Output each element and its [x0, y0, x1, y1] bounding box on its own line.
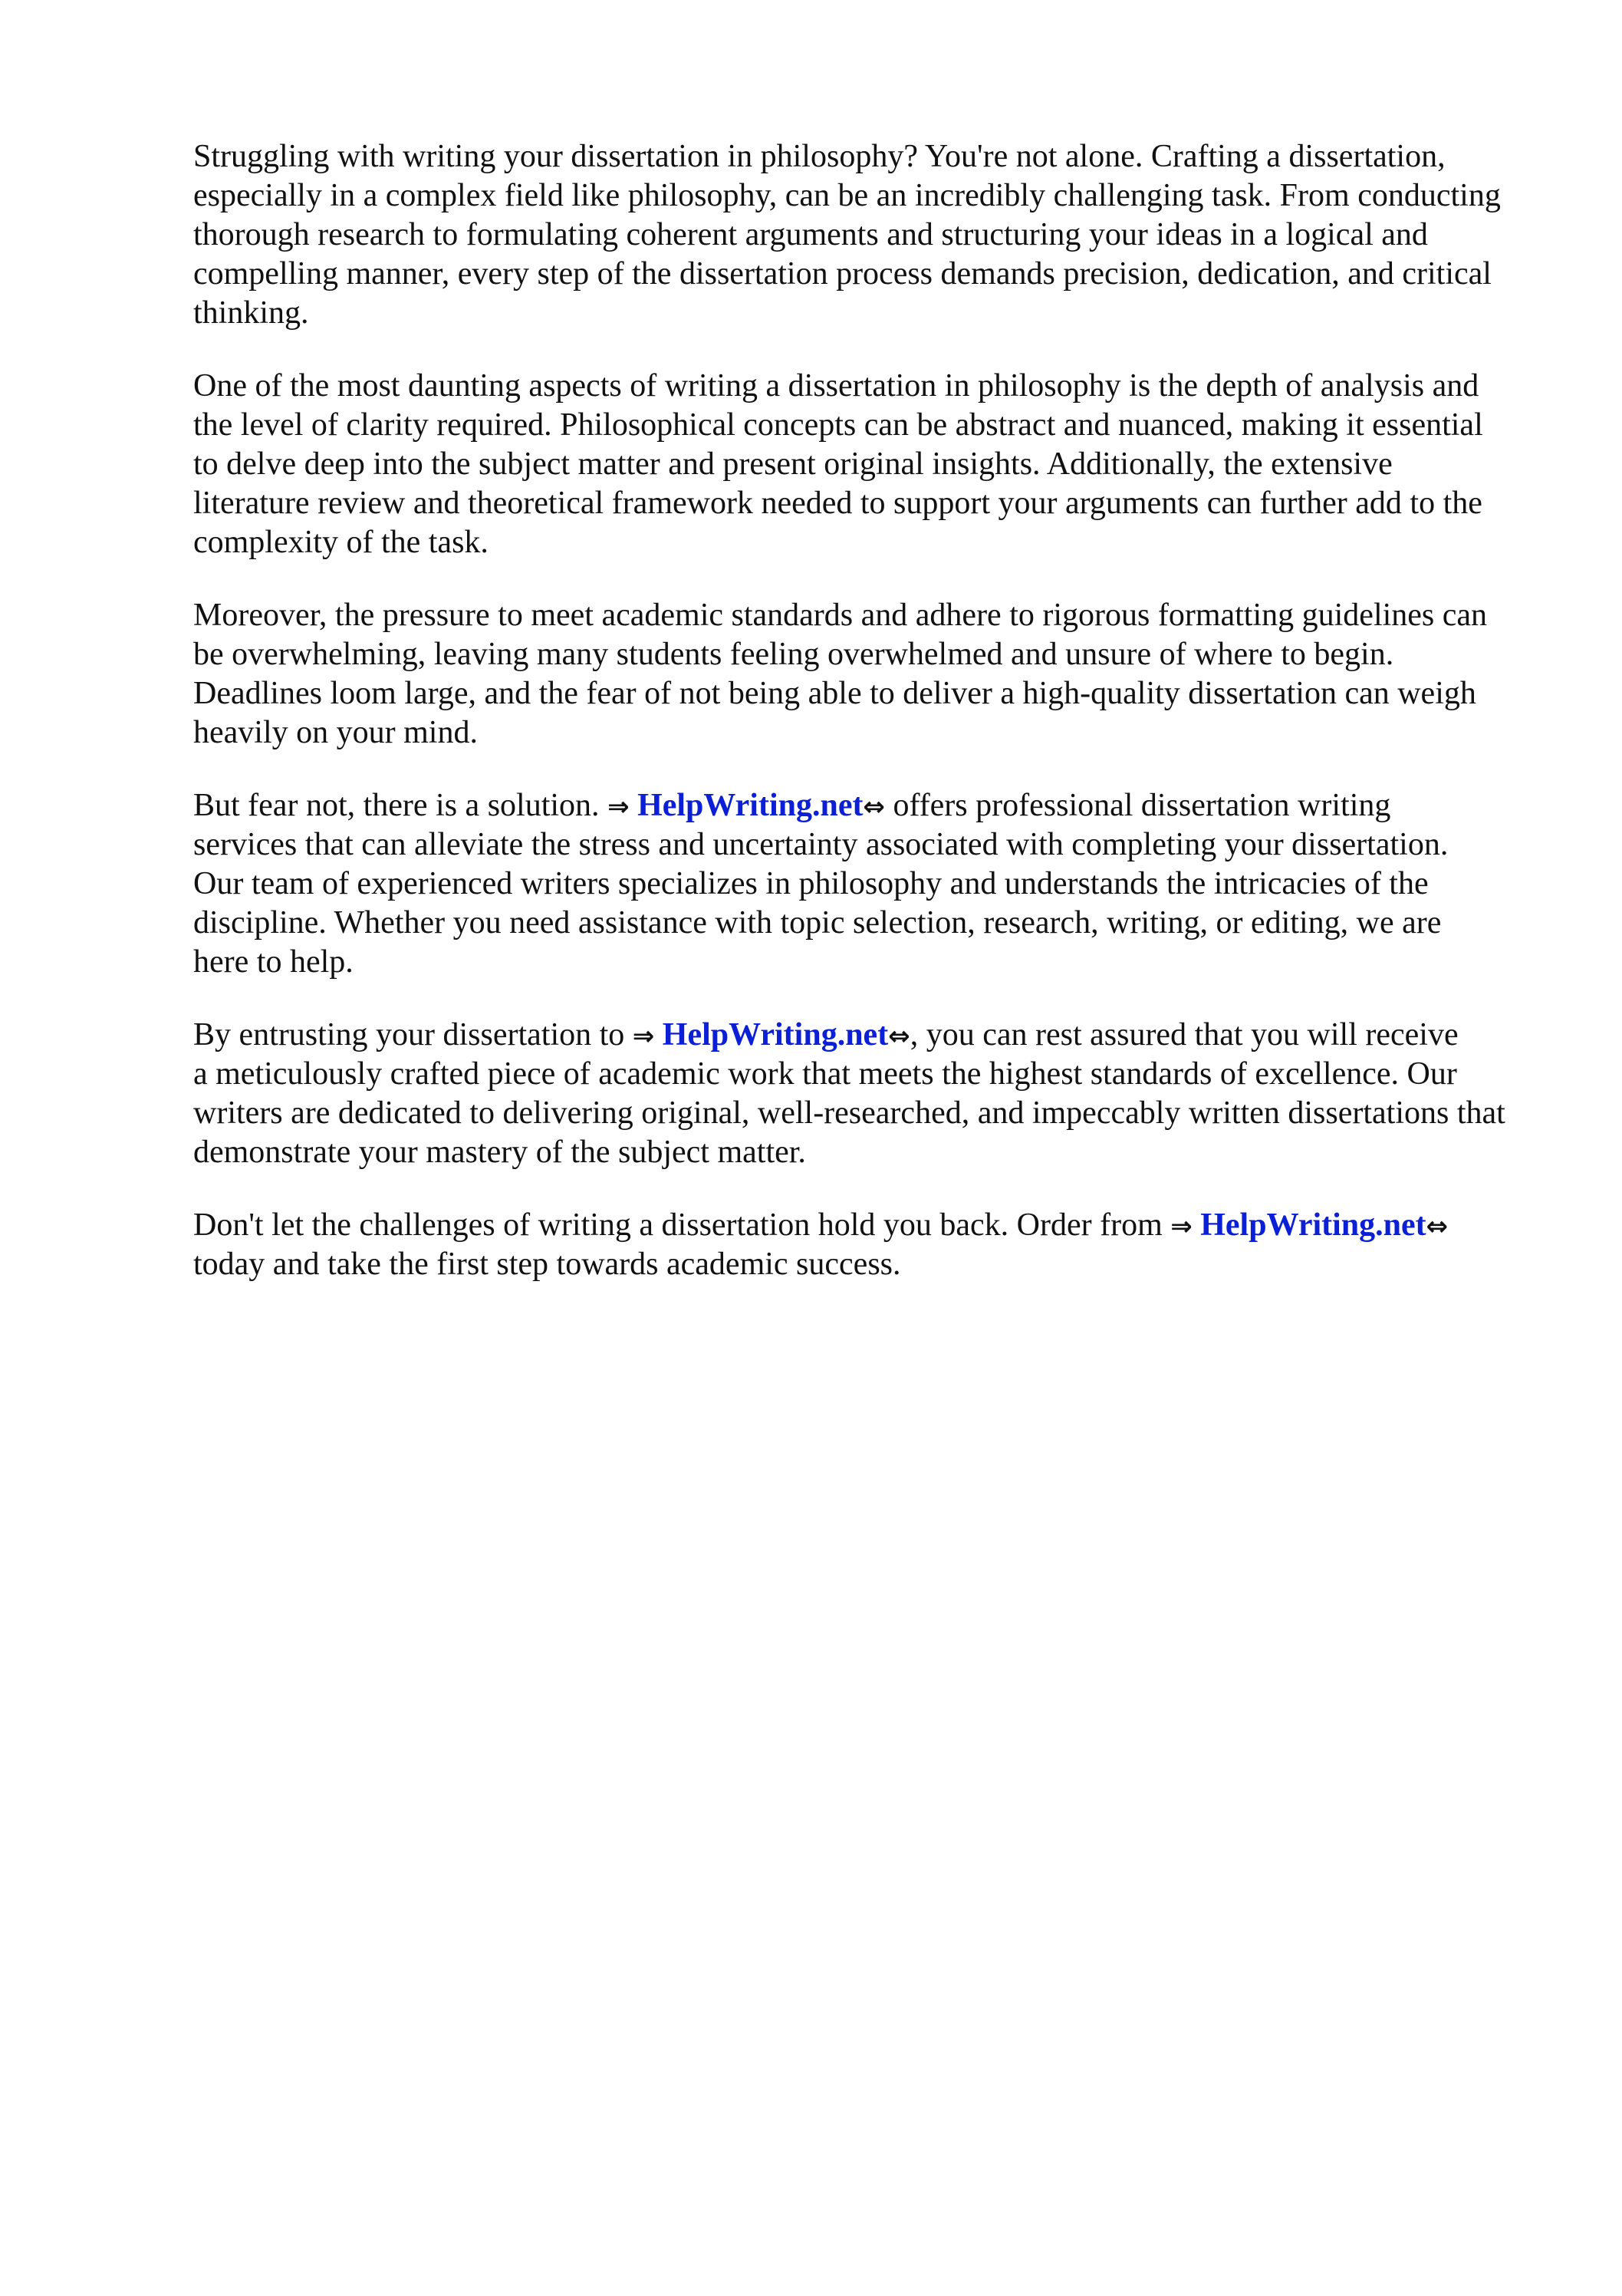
text: thinking. — [193, 295, 309, 331]
text: today and take the first step towards academic success. — [193, 1247, 901, 1282]
double-arrow-both-icon: ⇔ — [888, 1021, 910, 1052]
text: offers professional dissertation writing — [884, 788, 1391, 823]
text: , you can rest assured that you will receive — [910, 1017, 1459, 1052]
double-arrow-right-icon: ⇒ — [607, 792, 630, 822]
text: heavily on your mind. — [193, 715, 478, 750]
text: compelling manner, every step of the dissertation process demands precision, dedication, and critical — [193, 256, 1492, 292]
text-line — [193, 137, 1574, 176]
text: be overwhelming, leaving many students feeling overwhelmed and unsure of where to begin. — [193, 637, 1394, 672]
text: Moreover, the pressure to meet academic standards and adhere to rigorous formatting guidelines can — [193, 598, 1488, 633]
text-line — [193, 596, 1574, 635]
double-arrow-right-icon: ⇒ — [632, 1021, 655, 1052]
text-line — [193, 406, 1574, 445]
text-line — [193, 674, 1574, 713]
text — [1193, 1207, 1201, 1243]
text-line — [193, 484, 1574, 523]
double-arrow-both-icon: ⇔ — [863, 792, 885, 822]
text: One of the most daunting aspects of writing a dissertation in philosophy is the depth of analysis and — [193, 368, 1479, 404]
text: writers are dedicated to delivering original, well-researched, and impeccably written dissertations that — [193, 1095, 1505, 1131]
text: Our team of experienced writers specializes in philosophy and understands the intricacies of the — [193, 866, 1429, 901]
double-arrow-both-icon: ⇔ — [1426, 1211, 1449, 1242]
helpwriting-link[interactable]: HelpWriting.net — [637, 788, 864, 823]
text-line — [193, 865, 1574, 904]
text — [654, 1017, 663, 1052]
text: complexity of the task. — [193, 525, 489, 560]
text-line — [193, 943, 1574, 982]
text: Deadlines loom large, and the fear of not being able to deliver a high-quality dissertation can weigh — [193, 676, 1476, 711]
text: literature review and theoretical framework needed to support your arguments can further add to the — [193, 486, 1482, 521]
text: here to help. — [193, 944, 354, 980]
text-line — [193, 825, 1574, 865]
text: Struggling with writing your dissertation in philosophy? You're not alone. Crafting a dissertation, — [193, 139, 1446, 174]
text-line — [193, 176, 1574, 216]
text: Don't let the challenges of writing a dissertation hold you back. Order from — [193, 1207, 1171, 1243]
paragraph — [193, 1206, 1574, 1284]
text-line — [193, 445, 1574, 484]
double-arrow-right-icon: ⇒ — [1170, 1211, 1193, 1242]
text-line — [193, 255, 1574, 294]
text: demonstrate your mastery of the subject matter. — [193, 1135, 806, 1170]
paragraph — [193, 137, 1574, 333]
text: By entrusting your dissertation to — [193, 1017, 633, 1052]
text: thorough research to formulating coherent arguments and structuring your ideas in a logical and — [193, 217, 1428, 252]
text-line — [193, 216, 1574, 255]
text-line — [193, 1206, 1574, 1245]
text-line — [193, 904, 1574, 943]
text — [630, 788, 638, 823]
text-line — [193, 1133, 1574, 1172]
text-line — [193, 635, 1574, 674]
text-line — [193, 1245, 1574, 1284]
text-line — [193, 294, 1574, 333]
text-line — [193, 713, 1574, 753]
paragraph — [193, 786, 1574, 982]
text: discipline. Whether you need assistance with topic selection, research, writing, or editing, we are — [193, 905, 1442, 940]
text: to delve deep into the subject matter and present original insights. Additionally, the extensive — [193, 446, 1393, 482]
text: the level of clarity required. Philosophical concepts can be abstract and nuanced, making it essential — [193, 407, 1483, 443]
text: especially in a complex field like philosophy, can be an incredibly challenging task. From conducting — [193, 178, 1501, 213]
paragraph — [193, 1016, 1574, 1172]
text-line — [193, 1094, 1574, 1133]
text: But fear not, there is a solution. — [193, 788, 608, 823]
text-line — [193, 1016, 1574, 1055]
helpwriting-link[interactable]: HelpWriting.net — [662, 1017, 889, 1052]
text-line — [193, 523, 1574, 562]
text-line — [193, 367, 1574, 406]
paragraph — [193, 596, 1574, 753]
text: a meticulously crafted piece of academic work that meets the highest standards of excellence. Our — [193, 1056, 1457, 1092]
paragraph — [193, 367, 1574, 562]
helpwriting-link[interactable]: HelpWriting.net — [1200, 1207, 1426, 1243]
document-body — [193, 137, 1574, 1318]
text: services that can alleviate the stress and uncertainty associated with completing your dissertation. — [193, 827, 1449, 862]
text-line — [193, 1055, 1574, 1094]
text-line — [193, 786, 1574, 825]
